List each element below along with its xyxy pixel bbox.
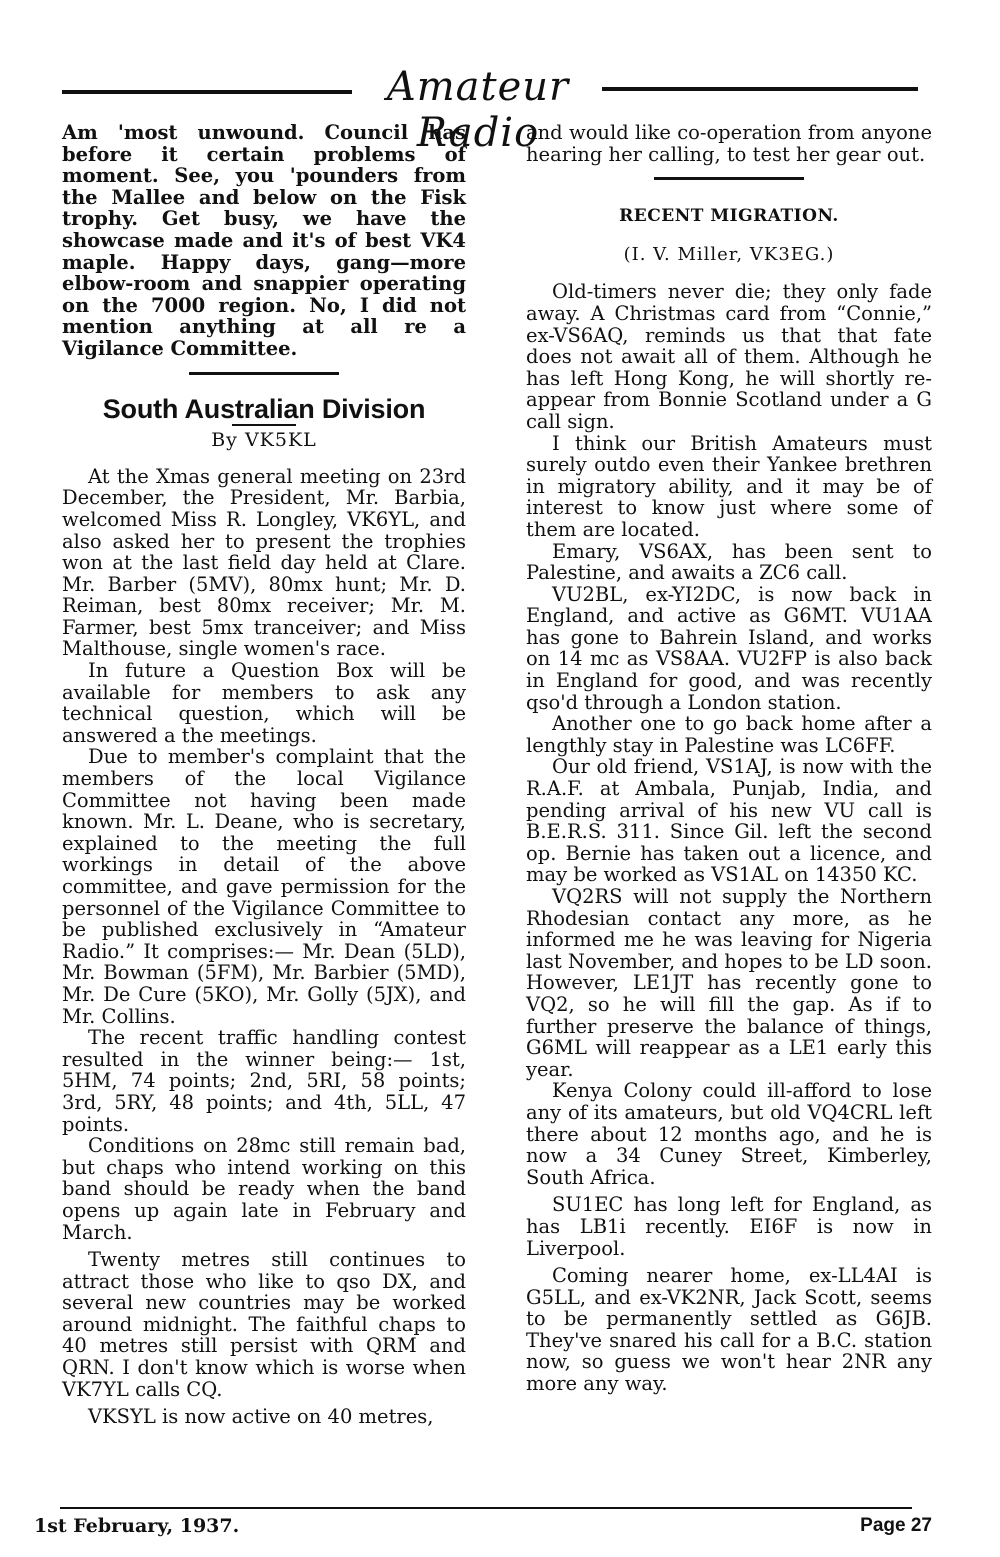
article-paragraph: VQ2RS will not supply the Northern Rhodesian contact any more, as he informed me he was leaving for Nigeria last November, and hopes to be LD soon. However, LE1JT has recently gone to VQ2, so he will fill the gap. As if to further preserve the balance of things, G6ML will reappear as a LE1 early this year. [526, 885, 932, 1081]
footer-rule [60, 1507, 912, 1509]
masthead-title: Amateur Radio [386, 64, 570, 156]
article-paragraph: VKSYL is now active on 40 metres, [88, 1405, 434, 1429]
article-paragraph: VU2BL, ex-YI2DC, is now back in England, and active as G6MT. VU1AA has gone to Bahrein Island, and works on 14 mc as VS8AA. VU2FP is also back in England for good, and was recently qso'd through a London station. [526, 582, 932, 714]
heading-underline [232, 424, 296, 426]
article-paragraph: SU1EC has long left for England, as has LB1i recently. EI6F is now in Liverpool. [526, 1193, 932, 1260]
article-paragraph: At the Xmas general meeting on 23rd December, the President, Mr. Barbia, welcomed Miss R. Longley, VK6YL, and also asked her to present the trophies won at the last field day held at Clare. Mr. Barber (5MV), 80mx hunt; Mr. D. Reiman, best 80mx receiver; Mr. M. Farmer, best 5mx tranceiver; and Miss Malthouse, single women's race. [62, 464, 466, 661]
article-paragraph: Kenya Colony could ill-afford to lose any of its amateurs, but old VQ4CRL left there about 12 months ago, and he is now a 34 Cuney Street, Kimberley, South Africa. [526, 1079, 932, 1189]
migration-attribution: (I. V. Miller, VK3EG.) [623, 243, 835, 265]
intro-paragraph: Am 'most unwound. Council has before it certain problems of moment. See, you 'pounders from the Mallee and below on the Fisk trophy. Get busy, we have the showcase made and it's of best VK4 maple. Happy days, gang—more elbow-room and snappier operating on the 7000 region. No, I did not mention anything at all re a Vigilance Committee. [62, 121, 466, 360]
article-paragraph: Conditions on 28mc still remain bad, but chaps who intend working on this band should be ready when the band opens up again late in February and March. [62, 1134, 466, 1244]
section-divider [654, 177, 804, 180]
section-divider [189, 372, 339, 375]
masthead-rule-left [62, 90, 352, 94]
article-paragraph: In future a Question Box will be available for members to ask any technical question, which will be answered a the meetings. [62, 659, 466, 747]
byline: By VK5KL [211, 429, 317, 452]
right-column [526, 122, 932, 1395]
article-paragraph: Another one to go back home after a lengthly stay in Palestine was LC6FF. [526, 712, 932, 757]
article-paragraph: Twenty metres still continues to attract those who like to qso DX, and several new countries may be worked around midnight. The faithful chaps to 40 metres still persist with QRM and QRN. I don't know which is worse when VK7YL calls CQ. [62, 1248, 466, 1401]
article-paragraph: The recent traffic handling contest resulted in the winner being:— 1st, 5HM, 74 points; 2nd, 5RI, 58 points; 3rd, 5RY, 48 points; and 4th, 5LL, 47 points. [62, 1026, 466, 1136]
left-column [62, 122, 466, 1428]
article-paragraph: Old-timers never die; they only fade away. A Christmas card from “Connie,” ex-VS6AQ, reminds us that that fate does not await all of them. Although he has left Hong Kong, he will shortly re-appear from Bonnie Scotland under a G call sign. [526, 280, 932, 433]
footer-date: 1st February, 1937. [34, 1515, 240, 1537]
migration-heading: RECENT MIGRATION. [619, 206, 839, 227]
page-number: Page 27 [860, 1515, 932, 1536]
continuation-paragraph: and would like co-operation from anyone hearing her calling, to test her gear out. [526, 121, 932, 166]
article-paragraph: Coming nearer home, ex-LL4AI is G5LL, and ex-VK2NR, Jack Scott, seems to be permanently settled as G6JB. They've snared his call for a B.C. station now, so guess we won't hear 2NR any more any way. [526, 1264, 932, 1396]
article-paragraph: Due to member's complaint that the members of the local Vigilance Committee not having been made known. Mr. L. Deane, who is secretary, explained to the meeting the full workings in detail of the above committee, and gave permission for the personnel of the Vigilance Committee to be published exclusively in “Amateur Radio.” It comprises:— Mr. Dean (5LD), Mr. Bowman (5FM), Mr. Barbier (5MD), Mr. De Cure (5KO), Mr. Golly (5JX), and Mr. Collins. [62, 745, 466, 1028]
article-paragraph: Emary, VS6AX, has been sent to Palestine, and awaits a ZC6 call. [526, 539, 932, 585]
masthead-rule-right [602, 87, 918, 91]
article-paragraph: Our old friend, VS1AJ, is now with the R.A.F. at Ambala, Punjab, India, and pending arrival of his new VU call is B.E.R.S. 311. Since Gil. left the second op. Bernie has taken out a licence, and may be worked as VS1AL on 14350 KC. [526, 755, 932, 887]
article-paragraph: I think our British Amateurs must surely outdo even their Yankee brethren in migratory ability, and it may be of interest to know just where some of them are located. [526, 431, 932, 541]
section-heading: South Australian Division [102, 393, 426, 424]
